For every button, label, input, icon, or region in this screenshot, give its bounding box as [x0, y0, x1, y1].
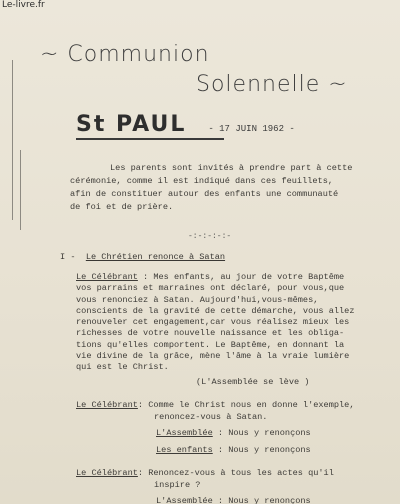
- section-title: Le Chrétien renonce à Satan: [85, 252, 226, 262]
- section-heading: [60, 252, 225, 262]
- response-assembly: L'Assemblée : Nous y renonçons: [156, 428, 311, 438]
- speaker-label: Le Célébrant: [76, 400, 138, 410]
- speaker-label: Le Célébrant: [76, 468, 138, 478]
- title-line-1: ~ Communion: [40, 42, 210, 67]
- title-underline: [76, 138, 224, 140]
- separator: -:-:-:-:-: [188, 232, 232, 241]
- paper-edge-mark: [12, 60, 13, 220]
- intro-paragraph: [70, 162, 370, 214]
- speech-line: vous renonciez à Satan. Aujourd'hui,vous-mêmes,: [76, 294, 319, 305]
- speaker-label: L'Assemblée: [156, 428, 213, 438]
- speaker-label: Les enfants: [156, 445, 213, 455]
- intro-line: de foi et de prière.: [70, 202, 174, 212]
- intro-line: afin de constituer autour des enfants une communauté: [70, 189, 339, 199]
- paper-edge-mark: [20, 150, 21, 230]
- speech-line: conscients de la gravité de cette démarche, vous allez: [76, 305, 355, 316]
- parish-name: St PAUL: [76, 112, 187, 137]
- response-assembly: L'Assemblée : Nous y renonçons: [156, 496, 311, 504]
- section-number: I -: [60, 252, 76, 262]
- speech-line: renouveler cet engagement,car vous réalisez mieux les: [76, 317, 350, 328]
- parish-row: [76, 112, 295, 137]
- event-date: - 17 JUIN 1962 -: [208, 124, 295, 134]
- celebrant-speech-1: [76, 272, 376, 388]
- speech-line: inspire ?: [154, 480, 201, 490]
- speech-line: renoncez-vous à Satan.: [154, 412, 268, 422]
- celebrant-speech-2: Le Célébrant: Comme le Christ nous en donne l'exemple,: [76, 400, 355, 410]
- site-watermark[interactable]: Le-livre.fr: [2, 0, 45, 10]
- speech-line: qui est le Christ.: [76, 362, 169, 373]
- speech-line: tions qu'elles comportent. Le Baptême, en donnant la: [76, 339, 345, 350]
- stage-direction: (L'Assemblée se lève ): [196, 376, 310, 387]
- speech-line: vie divine de la grâce, mène l'âme à la vraie lumière: [76, 351, 350, 362]
- speaker-label: L'Assemblée: [156, 496, 213, 504]
- title-line-2: Solennelle ~: [196, 72, 348, 97]
- speech-line: richesses de votre nouvelle naissance et les obliga-: [76, 328, 345, 339]
- celebrant-speech-3: Le Célébrant: Renoncez-vous à tous les actes qu'il: [76, 468, 334, 478]
- speaker-label: Le Célébrant: [76, 272, 138, 282]
- intro-line: cérémonie, comme il est indiqué dans ces feuillets,: [70, 176, 334, 186]
- intro-line: Les parents sont invités à prendre part à cette: [110, 163, 353, 173]
- response-children: Les enfants : Nous y renonçons: [156, 445, 311, 455]
- speech-line: vos parrains et marraines ont déclaré, pour vous,que: [76, 283, 345, 294]
- speech-line: Le Célébrant : Mes enfants, au jour de votre Baptême: [76, 272, 345, 282]
